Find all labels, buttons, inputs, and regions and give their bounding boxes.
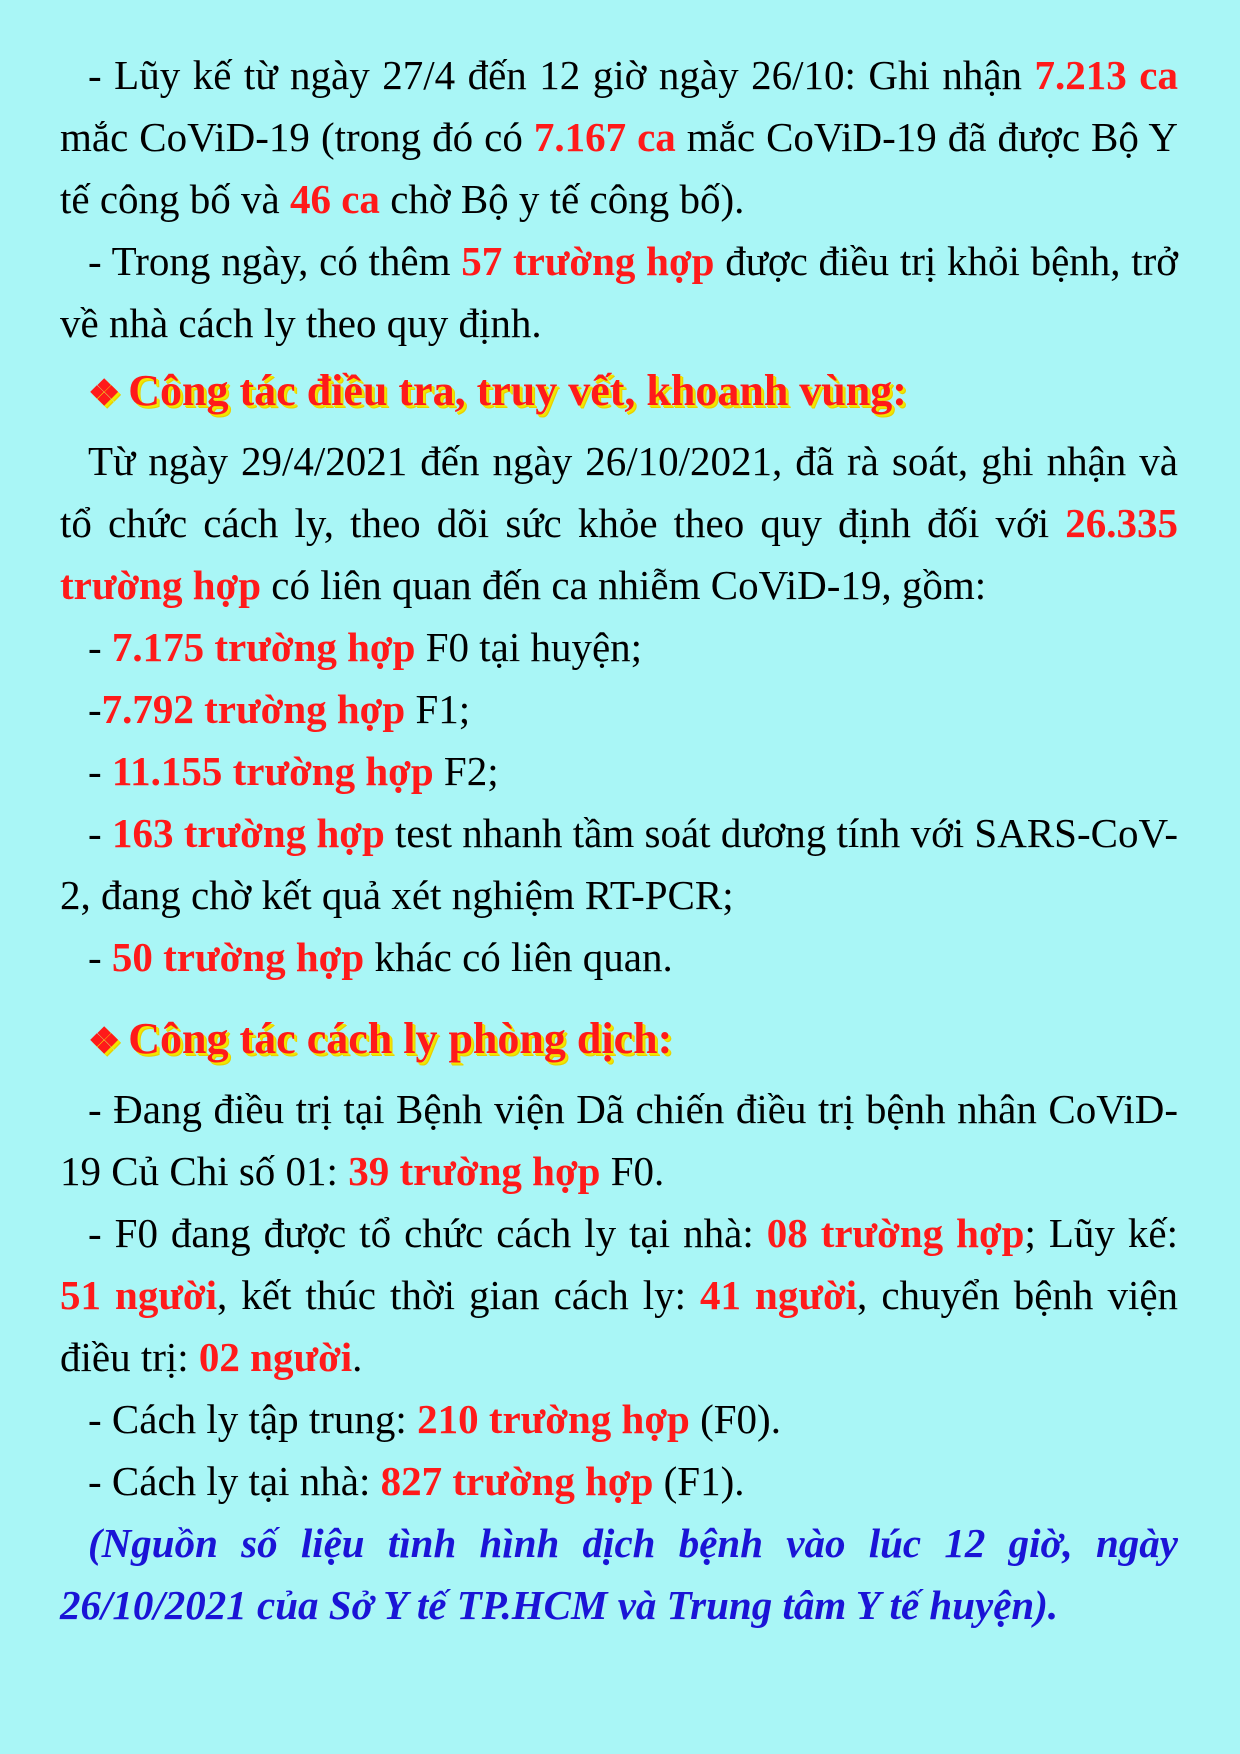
investigation-heading: ❖ Công tác điều tra, truy vết, khoanh vùng: [88, 366, 907, 415]
list-item: - 7.175 trường hợp F0 tại huyện; [88, 624, 643, 670]
list-item: - 11.155 trường hợp F2; [88, 748, 499, 794]
recovered-count: 57 trường hợp [461, 238, 715, 284]
list-item: - 163 trường hợp test nhanh tầm soát dương tính với SARS-CoV-2, đang chờ kết quả xét nghiệm RT-PCR; [60, 810, 1178, 918]
isolation-heading: ❖ Công tác cách ly phòng dịch: [88, 1014, 673, 1063]
field-hospital-paragraph: - Đang điều trị tại Bệnh viện Dã chiến điều trị bệnh nhân CoViD-19 Củ Chi số 01: 39 trường hợp F0. [60, 1086, 1178, 1194]
cumulative-cases-count: 7.213 ca [1034, 52, 1178, 98]
bulletin-page [60, 44, 1178, 1636]
field-hospital-count: 39 trường hợp [348, 1148, 601, 1194]
diamond-bullet-icon: ❖ [88, 1021, 121, 1061]
pending-cases-count: 46 ca [289, 176, 380, 222]
investigation-intro: Từ ngày 29/4/2021 đến ngày 26/10/2021, đã rà soát, ghi nhận và tổ chức cách ly, theo dõi sức khỏe theo quy định đối với 26.335 trường hợp có liên quan đến ca nhiễm CoViD-19, gồm: [60, 438, 1178, 608]
central-isolation-paragraph: - Cách ly tập trung: 210 trường hợp (F0). [88, 1396, 781, 1442]
related-cases-count: 26.335 trường hợp [60, 500, 1178, 608]
list-item: -7.792 trường hợp F1; [88, 686, 471, 732]
home-treatment-paragraph: - F0 đang được tổ chức cách ly tại nhà: 08 trường hợp; Lũy kế: 51 người, kết thúc thời gian cách ly: 41 người, chuyển bệnh viện điều trị: 02 người. [60, 1210, 1179, 1380]
announced-cases-count: 7.167 ca [533, 114, 676, 160]
source-note: (Nguồn số liệu tình hình dịch bệnh vào lúc 12 giờ, ngày 26/10/2021 của Sở Y tế TP.HCM và Trung tâm Y tế huyện). [60, 1520, 1178, 1628]
list-item: - 50 trường hợp khác có liên quan. [88, 934, 673, 980]
home-isolation-paragraph: - Cách ly tại nhà: 827 trường hợp (F1). [88, 1458, 745, 1504]
diamond-bullet-icon: ❖ [88, 373, 121, 413]
recovered-paragraph: - Trong ngày, có thêm 57 trường hợp được điều trị khỏi bệnh, trở về nhà cách ly theo quy định. [60, 238, 1178, 346]
cumulative-cases-paragraph: - Lũy kế từ ngày 27/4 đến 12 giờ ngày 26/10: Ghi nhận 7.213 ca mắc CoViD-19 (trong đó có 7.167 ca mắc CoViD-19 đã được Bộ Y tế công bố và 46 ca chờ Bộ y tế công bố). [60, 52, 1178, 222]
